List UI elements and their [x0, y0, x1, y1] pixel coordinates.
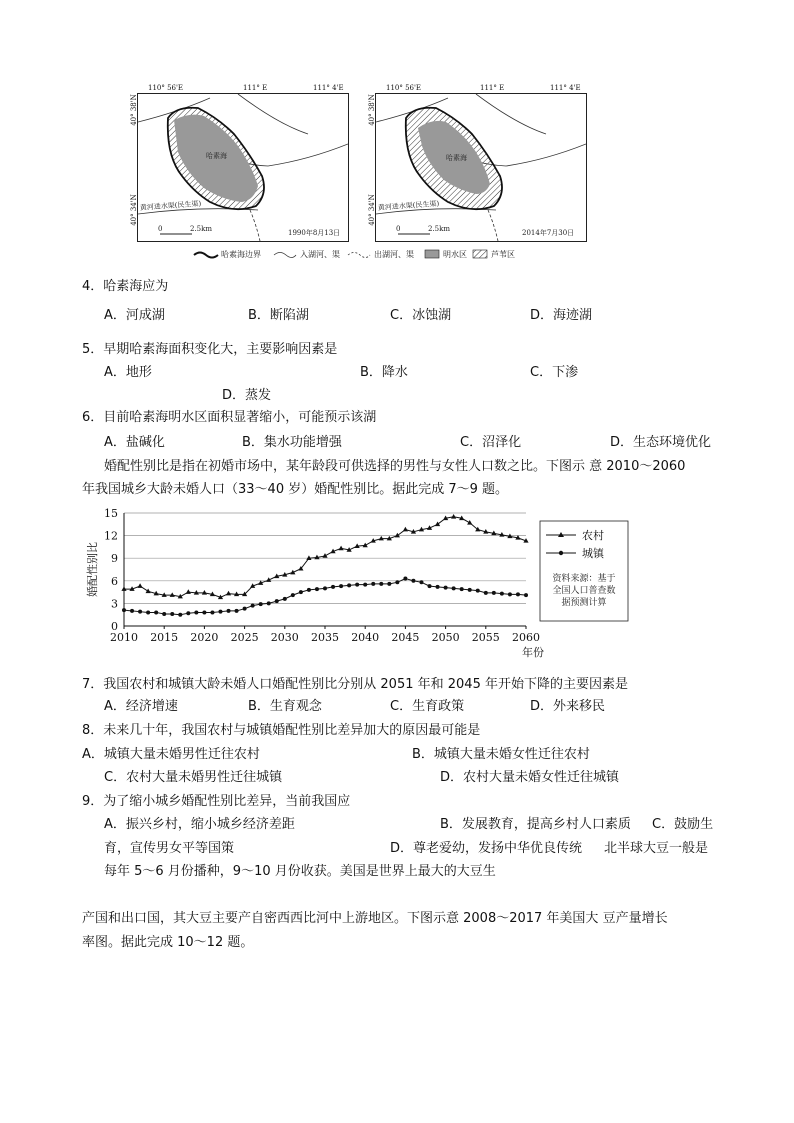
data-point [299, 590, 303, 594]
q4-option-c[interactable]: C．冰蚀湖 [390, 308, 452, 323]
q6-option-b[interactable]: B．集水功能增强 [242, 435, 342, 450]
data-point [339, 584, 343, 588]
map-date: 2014年7月30日 [522, 229, 575, 237]
question-8-stem: 8．未来几十年，我国农村与城镇婚配性别比差异加大的原因最可能是 [82, 723, 481, 738]
data-point [235, 609, 239, 613]
legend-item: 明水区 [443, 250, 467, 259]
legend-item: 哈素海边界 [221, 250, 261, 259]
data-point [218, 610, 222, 614]
data-point [395, 580, 399, 584]
y-tick-label: 15 [104, 507, 118, 520]
data-point [387, 582, 391, 586]
lon-label: 111° 4'E [550, 84, 581, 92]
canal-label: 黄河进水渠(民生渠) [139, 199, 202, 212]
data-point [137, 583, 142, 588]
data-point [138, 610, 142, 614]
legend-item: 入湖河、渠 [300, 250, 340, 259]
data-point [227, 609, 231, 613]
data-point [436, 585, 440, 589]
y-tick-label: 6 [111, 574, 118, 588]
data-point [291, 593, 295, 597]
q4-option-a[interactable]: A．河成湖 [104, 308, 165, 323]
q6-option-d[interactable]: D．生态环境优化 [610, 435, 712, 450]
q5-option-a[interactable]: A．地形 [104, 365, 152, 380]
legend-item: 芦苇区 [491, 250, 515, 259]
x-tick-label: 2015 [150, 631, 179, 644]
data-point [468, 588, 472, 592]
intro-10-12-line1: 产国和出口国，其大豆主要产自密西西比河中上游地区。下图示意 2008～2017 年美国大 豆产量增长 [82, 911, 668, 926]
y-tick-label: 3 [111, 597, 118, 611]
x-tick-label: 2025 [230, 631, 259, 644]
data-point [186, 589, 191, 594]
data-point [162, 612, 166, 616]
data-point [170, 612, 174, 616]
q9-option-a[interactable]: A．振兴乡村，缩小城乡经济差距 [104, 817, 295, 832]
scale-km: 2.5km [428, 225, 451, 233]
data-point [146, 610, 150, 614]
data-point [355, 583, 359, 587]
lat-label: 40° 34'N [367, 194, 376, 226]
data-point [347, 583, 351, 587]
q7-option-a[interactable]: A．经济增速 [104, 699, 178, 714]
data-point [371, 582, 375, 586]
lon-label: 110° 56'E [386, 84, 422, 92]
data-point [460, 587, 464, 591]
data-point [226, 591, 231, 596]
intro-10-12-cont: 每年 5～6 月份播种，9～10 月份收获。美国是世界上最大的大豆生 [104, 864, 496, 879]
sex-ratio-chart [80, 503, 640, 663]
q9-option-c-start[interactable]: C．鼓励生 [652, 817, 714, 832]
open-water-legend-icon [425, 250, 439, 258]
x-tick-label: 2020 [190, 631, 219, 644]
intro-10-12-line2: 率图。据此完成 10～12 题。 [82, 935, 254, 950]
q9-option-c-end: 育，宣传男女平等国策 [104, 841, 235, 856]
q8-option-d[interactable]: D．农村大量未婚女性迁往城镇 [440, 770, 620, 785]
data-point [419, 580, 423, 584]
lon-label: 111° E [243, 84, 268, 92]
data-point [411, 579, 415, 583]
data-point [338, 546, 343, 551]
y-tick-label: 9 [111, 552, 118, 566]
data-point [259, 602, 263, 606]
data-point [492, 591, 496, 595]
data-point [452, 586, 456, 590]
x-tick-label: 2055 [471, 631, 500, 644]
data-point [275, 599, 279, 603]
q7-option-b[interactable]: B．生育观念 [248, 699, 322, 714]
data-point [508, 592, 512, 596]
question-5-stem: 5．早期哈素海面积变化大，主要影响因素是 [82, 342, 338, 357]
q8-option-b[interactable]: B．城镇大量未婚女性迁往农村 [412, 747, 590, 762]
chart-source-note: 据预测计算 [561, 598, 607, 608]
scale-zero: 0 [158, 225, 163, 233]
map-2014 [375, 93, 587, 242]
map-1990-drawing [138, 94, 348, 241]
question-4-stem: 4．哈素海应为 [82, 279, 169, 294]
scale-zero: 0 [396, 225, 401, 233]
q9-option-d[interactable]: D．尊老爱幼，发扬中华优良传统 [390, 841, 583, 856]
q7-option-d[interactable]: D．外来移民 [530, 699, 606, 714]
lake-label: 哈素海 [206, 152, 227, 160]
lon-label: 111° 4'E [313, 84, 344, 92]
x-tick-label: 2010 [110, 631, 138, 644]
map-1990 [137, 93, 349, 242]
x-tick-label: 2045 [391, 631, 420, 644]
data-point [267, 601, 271, 605]
q5-option-c[interactable]: C．下渗 [530, 365, 579, 380]
legend-marker [559, 551, 563, 555]
q7-option-c[interactable]: C．生育政策 [390, 699, 465, 714]
data-point [403, 527, 408, 532]
data-point [323, 586, 327, 590]
lat-label: 40° 38'N [129, 94, 138, 126]
x-tick-label: 2040 [351, 631, 380, 644]
q6-option-c[interactable]: C．沼泽化 [460, 435, 522, 450]
chart-source-note: 资料来源：基于 [552, 574, 616, 584]
data-point [451, 514, 456, 519]
q8-option-a[interactable]: A．城镇大量未婚男性迁往农村 [82, 747, 260, 762]
x-axis-label: 年份 [522, 646, 544, 659]
y-axis-label: 婚配性别比 [86, 542, 99, 597]
data-point [154, 610, 158, 614]
x-tick-label: 2030 [270, 631, 299, 644]
q5-option-d[interactable]: D．蒸发 [222, 388, 272, 403]
data-point [251, 604, 255, 608]
lon-label: 111° E [480, 84, 505, 92]
x-tick-label: 2050 [431, 631, 460, 644]
data-point [435, 522, 440, 527]
legend-label: 农村 [582, 529, 604, 542]
data-point [186, 611, 190, 615]
reed-legend-icon [473, 250, 487, 258]
chart-source-note: 全国人口普查数 [552, 586, 616, 596]
boundary-legend-icon [194, 253, 218, 258]
data-point [516, 592, 520, 596]
intro-7-9-line1: 婚配性别比是指在初婚市场中，某年龄段可供选择的男性与女性人口数之比。下图示 意 2010～2060 [104, 459, 686, 474]
data-point [210, 610, 214, 614]
question-6-stem: 6．目前哈素海明水区面积显著缩小，可能预示该湖 [82, 410, 377, 425]
intro-10-12-head: 北半球大豆一般是 [604, 841, 709, 856]
y-tick-label: 0 [111, 620, 118, 633]
legend-label: 城镇 [582, 547, 604, 560]
canal-label: 黄河进水渠(民生渠) [377, 199, 440, 212]
q6-option-a[interactable]: A．盐碱化 [104, 435, 165, 450]
data-point [194, 610, 198, 614]
x-tick-label: 2035 [311, 631, 339, 644]
data-point [283, 597, 287, 601]
data-point [500, 592, 504, 596]
data-point [178, 613, 182, 617]
map-date: 1990年8月13日 [288, 229, 341, 237]
legend-item: 出湖河、渠 [374, 250, 414, 259]
data-point [331, 585, 335, 589]
lake-label: 哈素海 [446, 154, 467, 162]
y-tick-label: 12 [104, 529, 118, 543]
series-line-urban [124, 579, 526, 615]
map-legend [190, 247, 530, 261]
data-point [363, 583, 367, 587]
lat-label: 40° 38'N [367, 94, 376, 126]
data-point [444, 586, 448, 590]
data-point [146, 589, 151, 594]
map-2014-drawing [376, 94, 586, 241]
x-tick-label: 2060 [512, 631, 540, 644]
data-point [428, 584, 432, 588]
q5-option-b[interactable]: B．降水 [360, 365, 408, 380]
data-point [484, 591, 488, 595]
data-point [315, 587, 319, 591]
intro-7-9-line2: 年我国城乡大龄未婚人口（33～40 岁）婚配性别比。据此完成 7～9 题。 [82, 482, 509, 497]
scale-km: 2.5km [190, 225, 213, 233]
question-9-stem: 9．为了缩小城乡婚配性别比差异，当前我国应 [82, 794, 351, 809]
q4-option-d[interactable]: D．海迹湖 [530, 308, 593, 323]
q4-option-b[interactable]: B．断陷湖 [248, 308, 309, 323]
inflow-legend-icon [274, 253, 296, 258]
q8-option-c[interactable]: C．农村大量未婚男性迁往城镇 [104, 770, 283, 785]
data-point [202, 610, 206, 614]
data-point [307, 588, 311, 592]
data-point [476, 589, 480, 593]
lat-label: 40° 34'N [129, 194, 138, 226]
data-point [122, 608, 126, 612]
outflow-legend-icon [348, 253, 370, 258]
data-point [379, 582, 383, 586]
data-point [524, 593, 528, 597]
lon-label: 110° 56'E [148, 84, 184, 92]
question-7-stem: 7．我国农村和城镇大龄未婚人口婚配性别比分别从 2051 年和 2045 年开始下降的主要因素是 [82, 677, 628, 692]
data-point [243, 607, 247, 611]
q9-option-b[interactable]: B．发展教育，提高乡村人口素质 [440, 817, 631, 832]
data-point [130, 609, 134, 613]
data-point [403, 577, 407, 581]
data-point [395, 533, 400, 538]
